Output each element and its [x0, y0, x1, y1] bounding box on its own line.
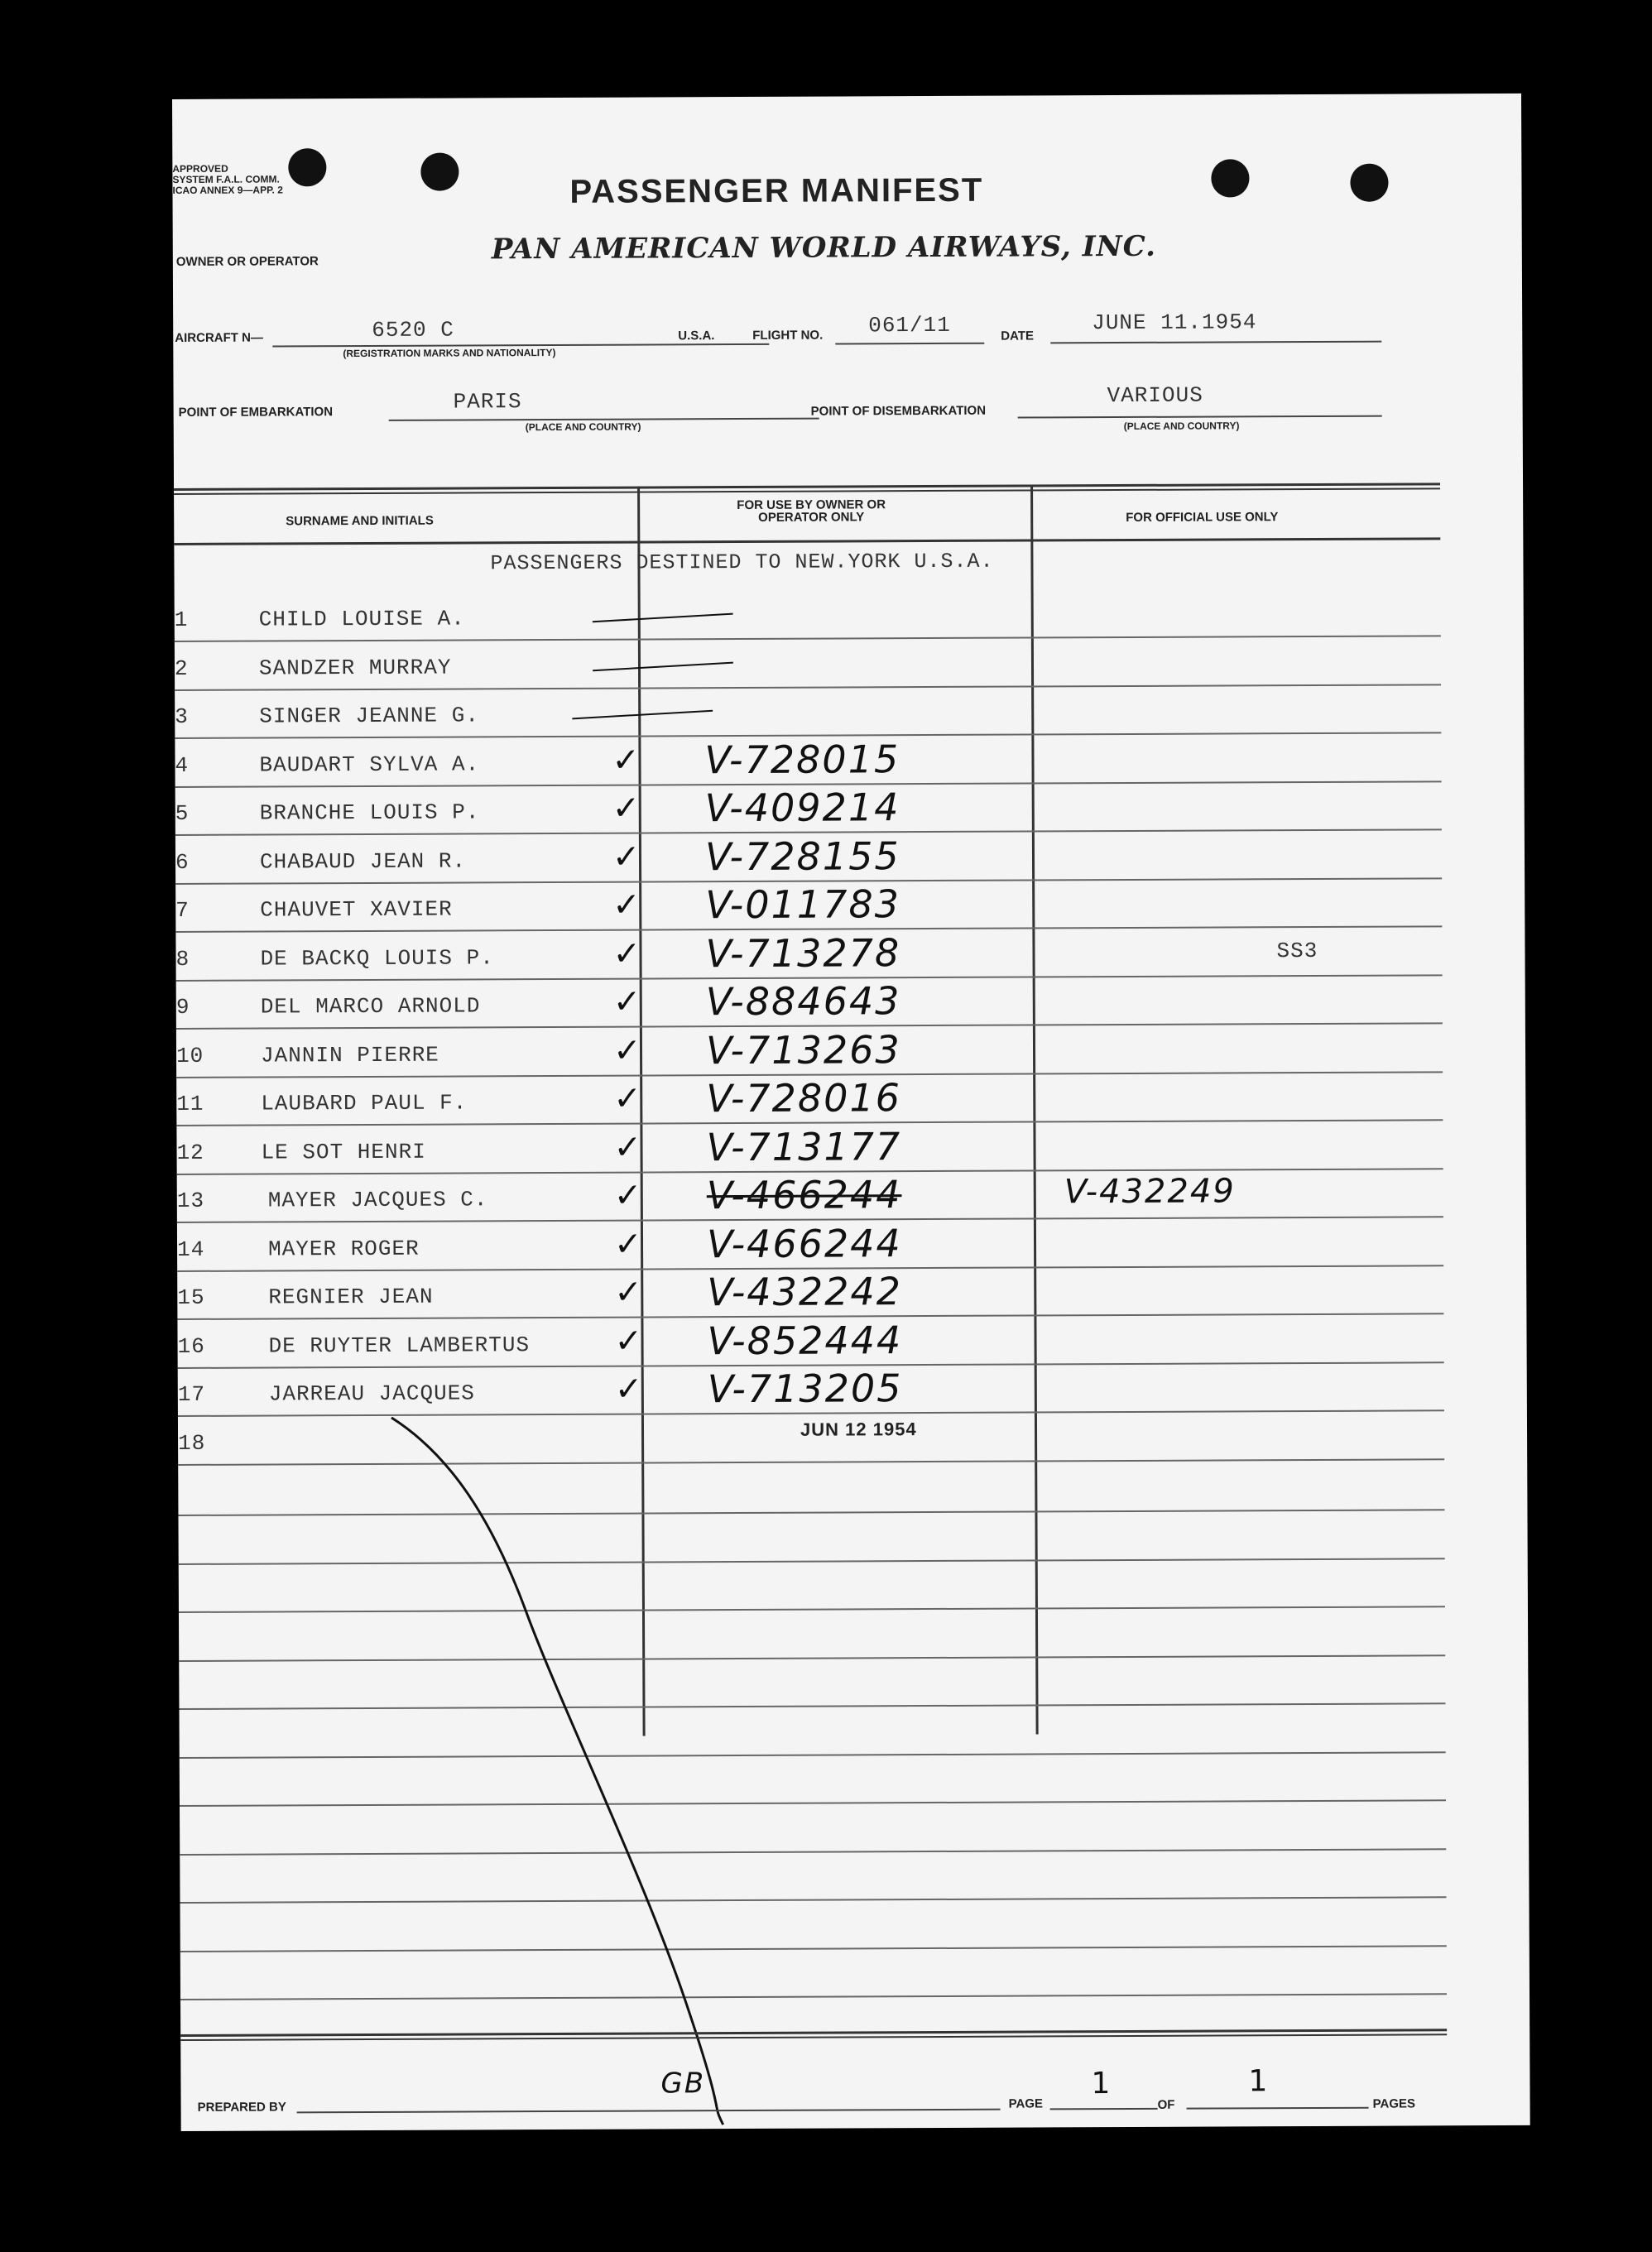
cancel-line: [172, 94, 1530, 2131]
preparer-initials: GB: [660, 2067, 706, 2101]
check-mark: ✓: [613, 1128, 642, 1167]
row-number: 8: [175, 946, 190, 972]
visa-number: V-884643: [705, 978, 901, 1025]
visa-number: V-852444: [707, 1317, 903, 1363]
of-value: 1: [1248, 2064, 1270, 2099]
passenger-name: BAUDART SYLVA A.: [259, 751, 480, 778]
row-number: 13: [176, 1188, 205, 1213]
passenger-name: SANDZER MURRAY: [258, 655, 452, 681]
column-header-official: FOR OFFICIAL USE ONLY: [1126, 510, 1279, 525]
official-entry: SS3: [1276, 938, 1318, 963]
aircraft-label: AIRCRAFT N—: [175, 330, 263, 345]
embark-value: PARIS: [453, 389, 522, 415]
visa-number: V-466244: [706, 1220, 902, 1266]
passenger-name: SINGER JEANNE G.: [259, 703, 479, 729]
passenger-name: JARREAU JACQUES: [268, 1380, 475, 1407]
check-mark: ✓: [612, 934, 641, 973]
check-mark: ✓: [614, 1370, 643, 1409]
row-number: 14: [176, 1236, 205, 1262]
check-mark: ✓: [613, 1176, 642, 1215]
passenger-name: DE BACKQ LOUIS P.: [260, 944, 494, 972]
page-label: PAGE: [1008, 2096, 1044, 2111]
check-mark: ✓: [613, 1079, 641, 1118]
passenger-name: REGNIER JEAN: [268, 1284, 434, 1310]
page-value: 1: [1091, 2067, 1112, 2101]
pages-label: PAGES: [1372, 2096, 1416, 2111]
check-mark: ✓: [612, 789, 641, 828]
row-number: 6: [175, 849, 190, 875]
approval-line: SYSTEM F.A.L. COMM.: [172, 173, 280, 185]
check-mark: ✓: [612, 838, 641, 876]
check-mark: ✓: [612, 982, 641, 1021]
visa-number: V-713278: [705, 929, 901, 976]
passenger-name: LAUBARD PAUL F.: [261, 1090, 468, 1116]
column-header-names: SURNAME AND INITIALS: [286, 513, 434, 529]
approval-line: APPROVED: [172, 162, 228, 175]
row-number: 11: [176, 1091, 204, 1116]
passenger-name: LE SOT HENRI: [261, 1139, 426, 1165]
flight-value: 061/11: [868, 312, 951, 339]
check-mark: ✓: [612, 741, 641, 780]
date-label: DATE: [1001, 329, 1035, 343]
registration-note: (REGISTRATION MARKS AND NATIONALITY): [343, 346, 556, 360]
official-entry: V-432249: [1064, 1172, 1236, 1212]
row-number: 16: [177, 1333, 205, 1359]
row-number: 4: [175, 752, 190, 778]
visa-number: V-713263: [705, 1026, 901, 1073]
visa-number: V-728016: [706, 1075, 902, 1121]
place-note: (PLACE AND COUNTRY): [1123, 420, 1240, 432]
approval-line: ICAO ANNEX 9—APP. 2: [172, 184, 283, 196]
check-mark: ✓: [614, 1273, 642, 1312]
aircraft-value: 6520 C: [372, 317, 454, 343]
passenger-name: DE RUYTER LAMBERTUS: [268, 1332, 531, 1359]
passenger-name: MAYER ROGER: [267, 1236, 420, 1262]
check-mark: ✓: [613, 1225, 642, 1264]
table-heading: PASSENGERS DESTINED TO NEW.YORK U.S.A.: [490, 549, 994, 576]
flight-label: FLIGHT NO.: [752, 328, 824, 343]
visa-number: V-409214: [704, 785, 900, 831]
row-number: 12: [176, 1140, 204, 1165]
owner-value: PAN AMERICAN WORLD AIRWAYS, INC.: [491, 229, 1157, 266]
manifest-sheet: [172, 94, 1530, 2131]
row-number: 2: [174, 655, 189, 681]
date-value: JUNE 11.1954: [1092, 310, 1257, 336]
page-title: PASSENGER MANIFEST: [569, 171, 984, 210]
visa-number: V-728015: [704, 736, 900, 782]
row-number: 9: [175, 994, 190, 1020]
visa-number: V-466244: [706, 1172, 902, 1218]
passenger-name: JANNIN PIERRE: [260, 1042, 439, 1068]
row-number: 1: [174, 607, 189, 632]
row-number: 3: [175, 703, 189, 729]
usa-label: U.S.A.: [678, 329, 715, 343]
embark-label: POINT OF EMBARKATION: [178, 405, 334, 420]
passenger-name: MAYER JACQUES C.: [267, 1187, 488, 1213]
check-mark: ✓: [612, 886, 641, 924]
column-header-owner: FOR USE BY OWNER OR OPERATOR ONLY: [737, 497, 886, 525]
check-mark: ✓: [612, 1031, 641, 1070]
place-note: (PLACE AND COUNTRY): [525, 420, 641, 434]
owner-label: OWNER OR OPERATOR: [175, 254, 319, 269]
passenger-name: CHABAUD JEAN R.: [259, 848, 467, 875]
row-number: 15: [177, 1284, 205, 1310]
passenger-name: CHILD LOUISE A.: [258, 606, 465, 632]
disembark-label: POINT OF DISEMBARKATION: [810, 403, 987, 419]
disembark-value: VARIOUS: [1107, 382, 1203, 409]
row-number: 5: [175, 800, 190, 826]
of-label: OF: [1157, 2097, 1175, 2112]
check-mark: ✓: [614, 1322, 643, 1361]
row-number: 10: [175, 1043, 204, 1068]
visa-number: V-011783: [705, 881, 901, 928]
visa-number: V-432242: [707, 1269, 903, 1315]
visa-number: V-713205: [707, 1366, 903, 1412]
prepared-label: PREPARED BY: [197, 2100, 286, 2115]
row-number: 7: [175, 897, 190, 923]
visa-number: V-728155: [704, 833, 900, 879]
visa-number: V-713177: [706, 1123, 902, 1169]
passenger-name: CHAUVET XAVIER: [260, 896, 453, 923]
passenger-name: DEL MARCO ARNOLD: [260, 993, 481, 1020]
row-number: 18: [178, 1430, 206, 1456]
date-stamp: JUN 12 1954: [800, 1419, 917, 1440]
passenger-name: BRANCHE LOUIS P.: [259, 799, 480, 826]
row-number: 17: [177, 1381, 206, 1407]
